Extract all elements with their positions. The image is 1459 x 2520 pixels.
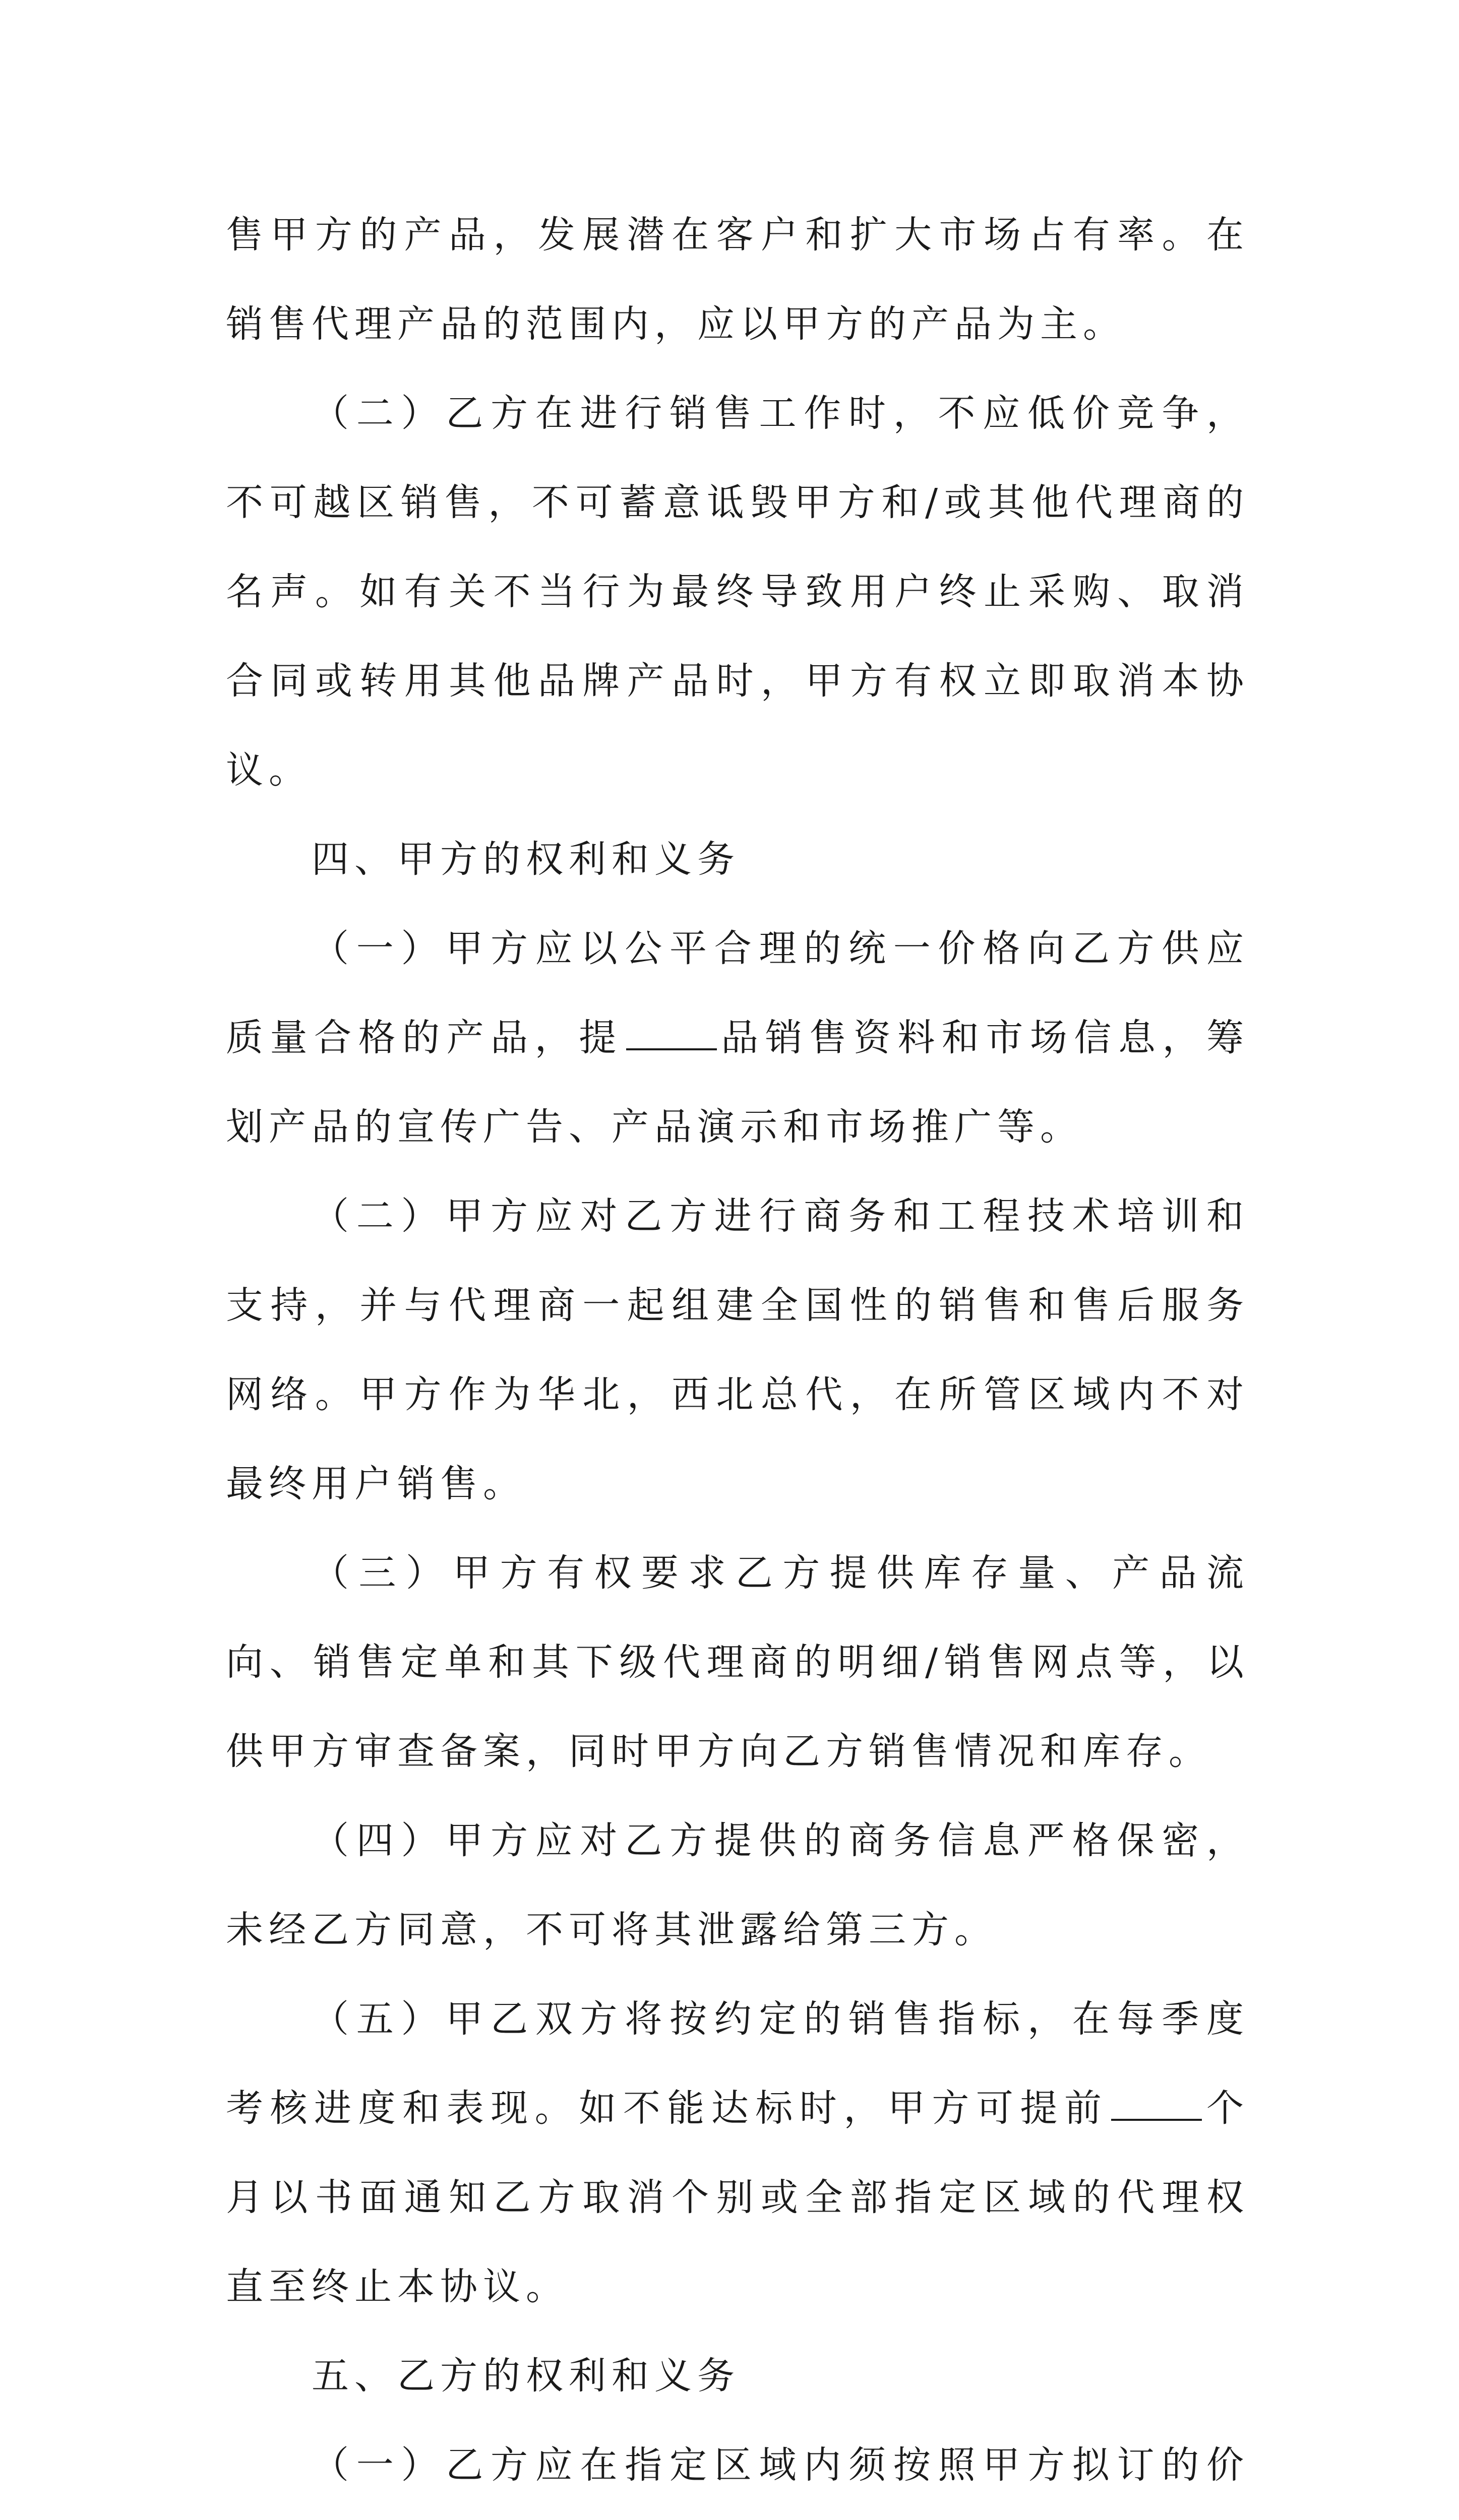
paragraph-p2 bbox=[226, 369, 1249, 815]
paragraph-p5 bbox=[226, 1172, 1249, 1529]
section-heading-4 bbox=[226, 815, 1249, 904]
document-body bbox=[226, 191, 1249, 2520]
paragraph-text: （四）甲方应对乙方提供的商务信息严格保密，未经乙方同意，不可将其泄露给第三方。 bbox=[226, 1819, 1249, 1951]
paragraph-p10 bbox=[226, 2421, 1249, 2520]
paragraph-p1 bbox=[226, 191, 1249, 369]
fill-in-blank bbox=[1111, 2089, 1202, 2121]
paragraph-text: （三）甲方有权要求乙方提供库存量、产品流向、销售定单和其下级代理商的明细/销售网点等，以供甲方审查备案，同时甲方向乙方销售情况和库存。 bbox=[226, 1551, 1249, 1773]
section-heading-5 bbox=[226, 2332, 1249, 2421]
paragraph-text: 售甲方的产品，发展潜在客户和扩大市场占有率。在销售代理产品的范围内，应以甲方的产品为主。 bbox=[226, 213, 1249, 346]
paragraph-text: 个月以书面通知乙方取消个别或全部指定区域的代理权直至终止本协议。 bbox=[226, 2087, 1250, 2308]
paragraph-text: （二）甲方应对乙方进行商务和工程技术培训和支持，并与代理商一起组建全国性的销售和售后服务网络。甲方作为华北，西北总代，在所管区域内不对最终用户销售。 bbox=[226, 1194, 1249, 1505]
paragraph-text: （二）乙方在进行销售工作时，不应低价竞争，不可越区销售，不可蓄意诋毁甲方和/或其他代理商的名声。如有关不当行为最终导致用户终止采购、取消合同或转用其他品牌产品时，甲方有权立即取消本协议。 bbox=[226, 392, 1249, 792]
paragraph-p4 bbox=[226, 904, 1249, 1172]
paragraph-text: （五）甲乙双方将按约定的销售指标，在每季度考核进度和表现。如不能达标时，甲方可提前 bbox=[226, 1997, 1249, 2130]
paragraph-p8 bbox=[226, 1975, 1249, 2332]
paragraph-text: （一）乙方应在指定区域内须按照甲方拟订的价 bbox=[312, 2443, 1249, 2487]
heading-text: 五、乙方的权利和义务 bbox=[312, 2354, 740, 2398]
paragraph-p6 bbox=[226, 1529, 1249, 1796]
paragraph-p7 bbox=[226, 1796, 1249, 1975]
paragraph-text: （一）甲方应以公平合理的统一价格向乙方供应质量合格的产品，提 bbox=[226, 927, 1249, 1059]
paragraph-text: 品销售资料和市场信息，筹划产品的宣传广告、产品演示和市场推广等。 bbox=[226, 1016, 1250, 1149]
heading-text: 四、甲方的权利和义务 bbox=[312, 838, 740, 881]
fill-in-blank bbox=[626, 1018, 717, 1050]
